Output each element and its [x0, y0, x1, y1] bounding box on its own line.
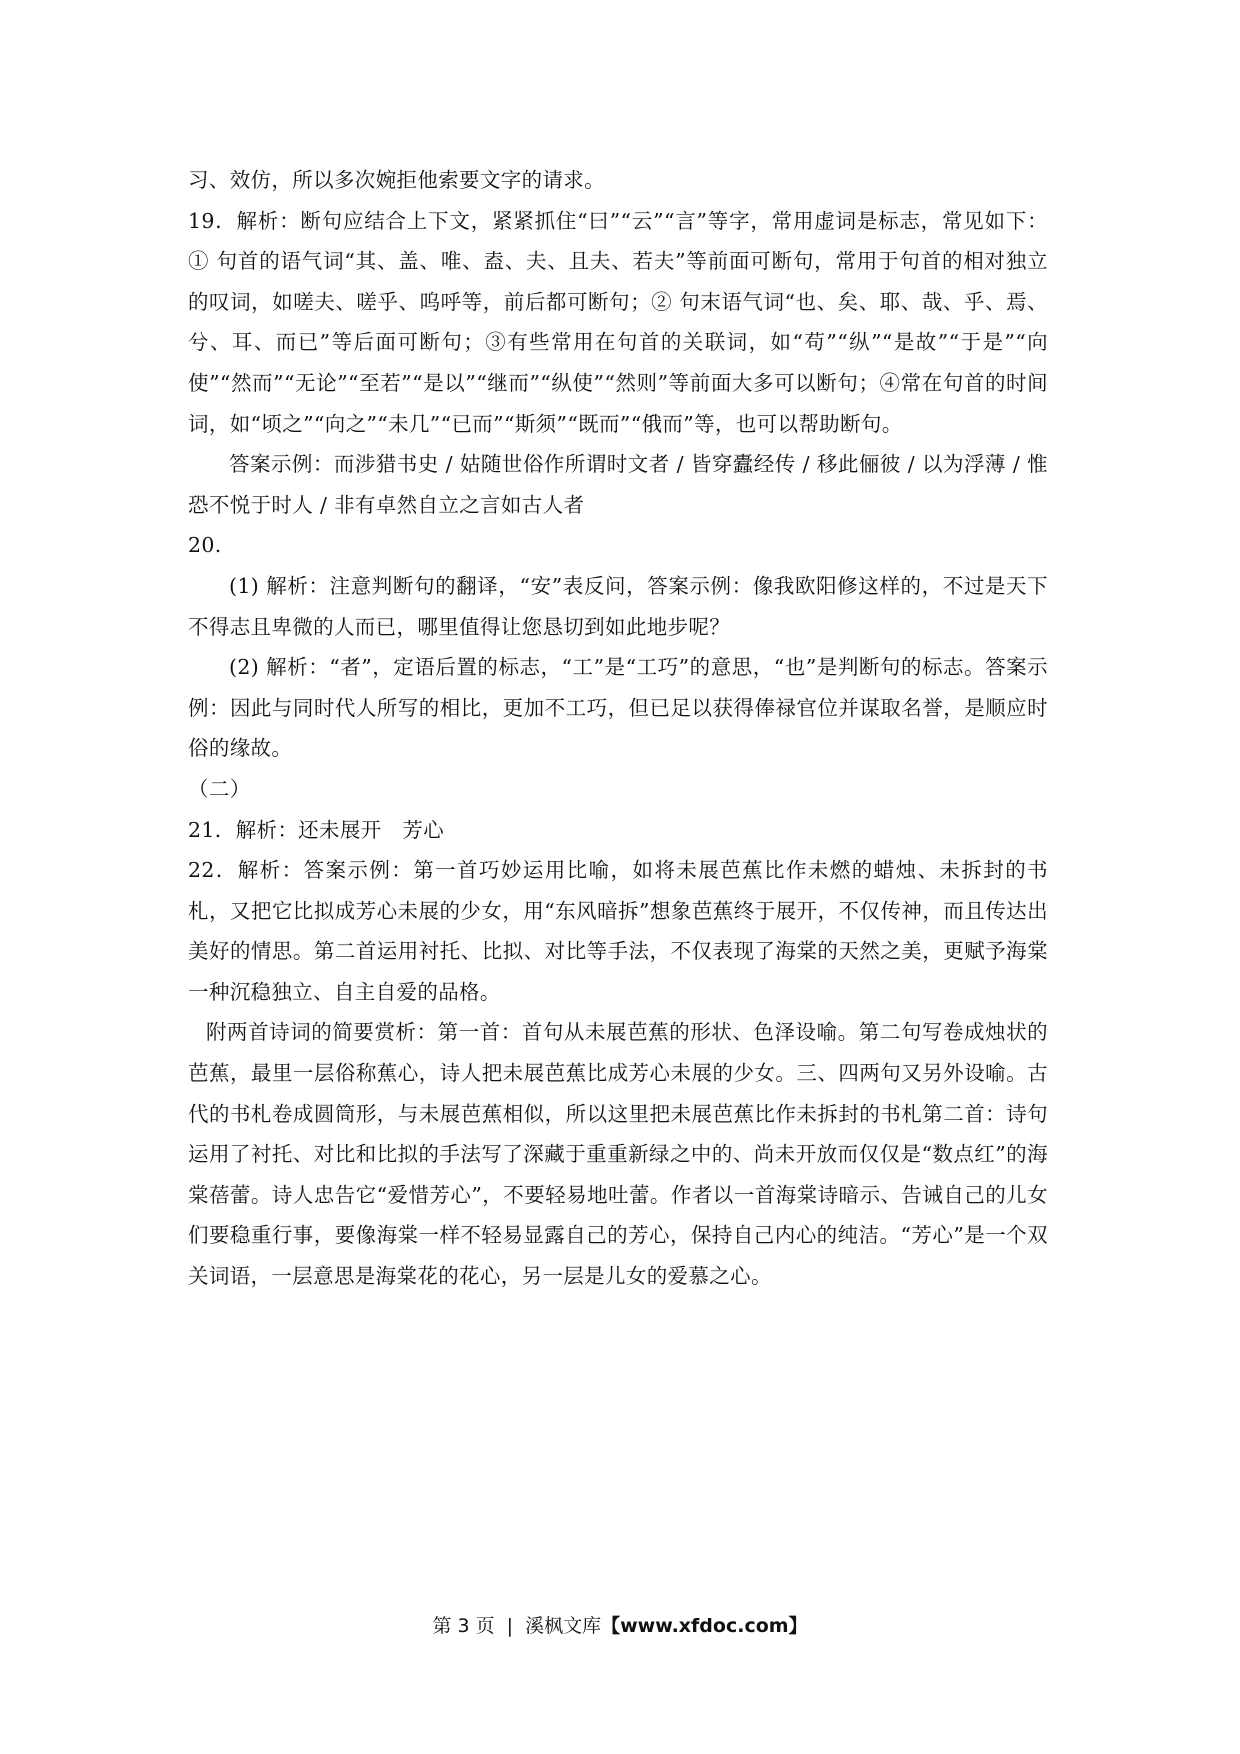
paragraph-continuation: 习、效仿，所以多次婉拒他索要文字的请求。 — [188, 168, 605, 192]
paragraph-poem-appreciation: 附两首诗词的简要赏析：第一首：首句从未展芭蕉的形状、色泽设喻。第二句写卷成烛状的芭蕉，最里一层俗称蕉心，诗人把未展芭蕉比成芳心未展的少女。三、四两句又另外设喻。古代的书札卷成圆筒形，与未展芭蕉相似，所以这里把未展芭蕉比作未拆封的书札第二首：诗句运用了衬托、对比和比拟的手法写了深藏于重重新绿之中的、尚未开放而仅仅是“数点红”的海棠蓓蕾。诗人忠告它“爱惜芳心”，不要轻易地吐蕾。作者以一首海棠诗暗示、告诫自己的儿女们要稳重行事，要像海棠一样不轻易显露自己的芳心，保持自己内心的纯洁。“芳心”是一个双关词语，一层意思是海棠花的花心，另一层是儿女的爱慕之心。 — [188, 1020, 1048, 1289]
section-heading-two: （二） — [188, 776, 251, 801]
paragraph-q22-analysis: 22．解析：答案示例：第一首巧妙运用比喻，如将未展芭蕉比作未燃的蜡烛、未拆封的书札，又把它比拟成芳心未展的少女，用“东风暗拆”想象芭蕉终于展开，不仅传神，而且传达出美好的情思。第二首运用衬托、比拟、对比等手法，不仅表现了海棠的天然之美，更赋予海棠一种沉稳独立、自主自爱的品格。 — [188, 858, 1048, 1004]
paragraph-q20-part1: (1) 解析：注意判断句的翻译，“安”表反问，答案示例：像我欧阳修这样的，不过是天下不得志且卑微的人而已，哪里值得让您恳切到如此地步呢？ — [188, 573, 1048, 639]
site-link[interactable]: 【www.xfdoc.com】 — [601, 1615, 808, 1637]
paragraph-q19-answer: 答案示例：而涉猎书史 / 姑随世俗作所谓时文者 / 皆穿蠹经传 / 移此俪彼 / 以为浮薄 / 惟恐不悦于时人 / 非有卓然自立之言如古人者 — [188, 452, 1048, 517]
page-footer — [0, 1611, 1240, 1638]
paragraph-q20-part2: (2) 解析：“者”，定语后置的标志，“工”是“工巧”的意思，“也”是判断句的标志。答案示例：因此与同时代人所写的相比，更加不工巧，但已足以获得俸禄官位并谋取名誉，是顺应时俗的缘故。 — [188, 655, 1048, 761]
page-number: 第 3 页 — [432, 1615, 495, 1637]
document-body — [188, 160, 1048, 1297]
paragraph-q21-analysis: 21．解析：还未展开 芳心 — [188, 817, 445, 842]
footer-separator: | — [506, 1615, 514, 1637]
library-name: 溪枫文库 — [525, 1615, 602, 1637]
paragraph-q19-analysis: 19．解析：断句应结合上下文，紧紧抓住“曰”“云”“言”等字，常用虚词是标志，常见如下：① 句首的语气词“其、盖、唯、盍、夫、且夫、若夫”等前面可断句，常用于句首的相对独立的叹词，如嗟夫、嗟乎、呜呼等，前后都可断句；② 句末语气词“也、矣、耶、哉、乎、焉、兮、耳、而已”等后面可断句；③有些常用在句首的关联词，如“苟”“纵”“是故”“于是”“向使”“然而”“无论”“至若”“是以”“继而”“纵使”“然则”等前面大多可以断句；④常在句首的时间词，如“顷之”“向之”“未几”“已而”“斯须”“既而”“俄而”等，也可以帮助断句。 — [188, 208, 1048, 436]
paragraph-q20-heading: 20. — [188, 533, 222, 558]
